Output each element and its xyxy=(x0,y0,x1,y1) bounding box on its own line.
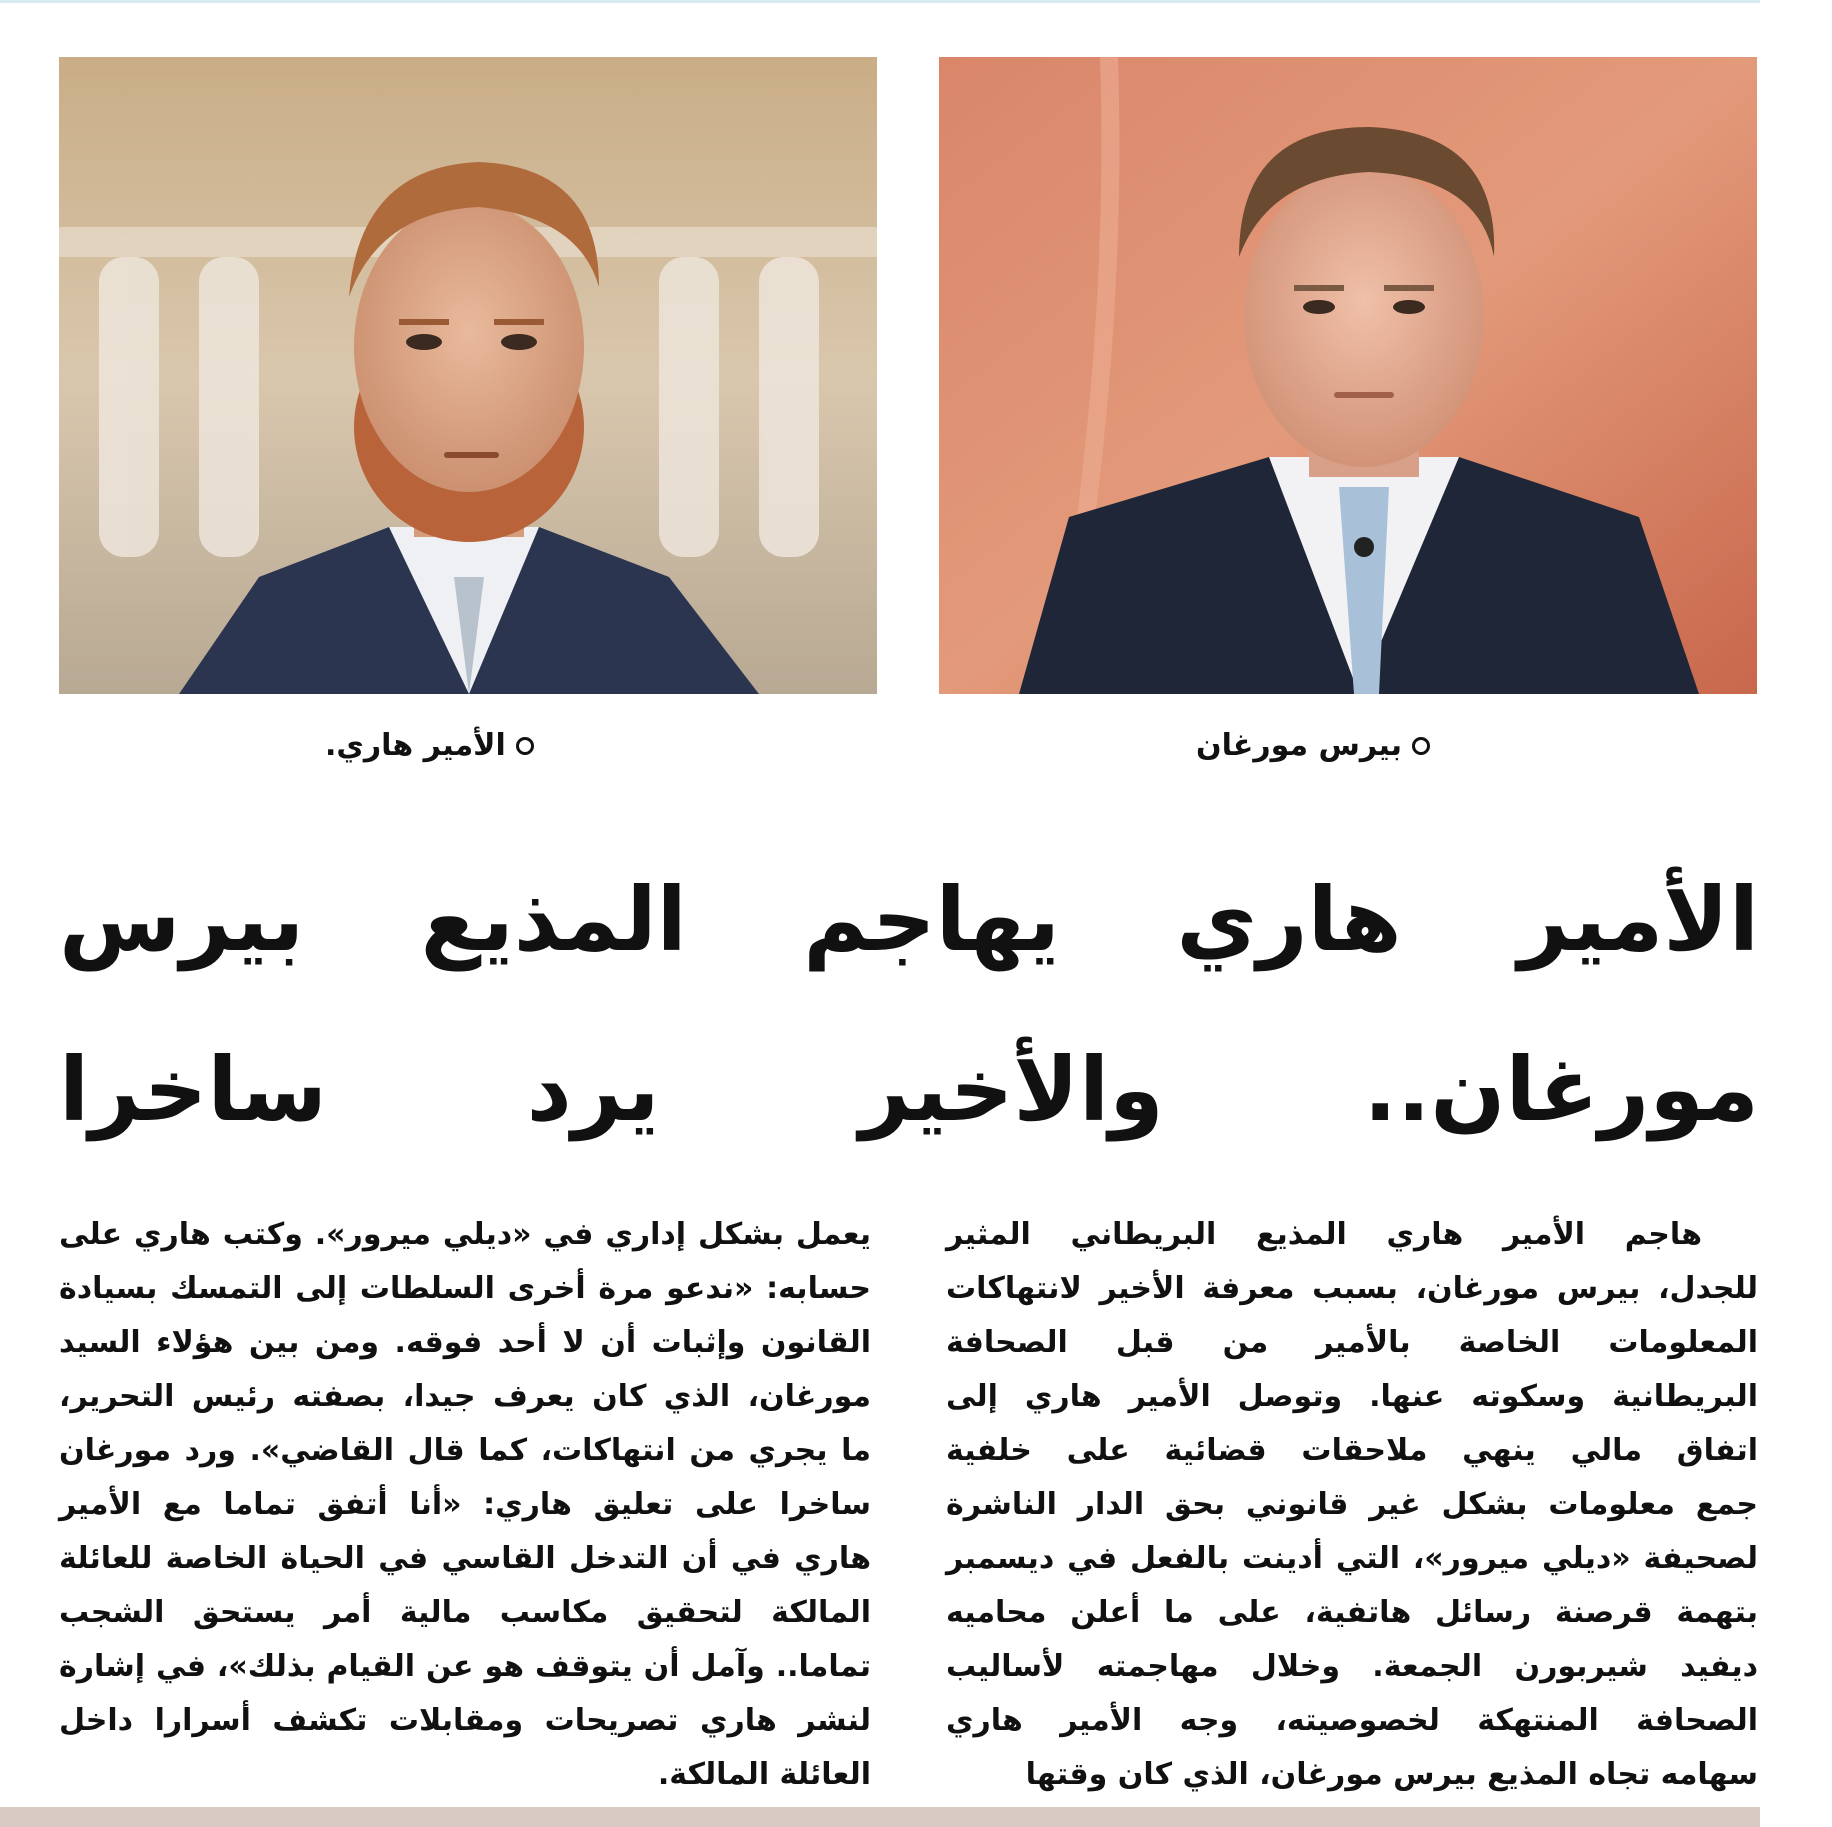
prince-harry-photo xyxy=(59,57,877,694)
article-line: الصحافة المنتهكة لخصوصيته، وجه الأمير هاري xyxy=(946,1703,1758,1738)
article-line: يعمل بشكل إداري في «ديلي ميرور». وكتب هاري على xyxy=(59,1217,871,1252)
article-line: المعلومات الخاصة بالأمير من قبل الصحافة xyxy=(946,1325,1758,1360)
article-line: لصحيفة «ديلي ميرور»، التي أدينت بالفعل في ديسمبر xyxy=(946,1541,1758,1576)
caption-bullet-icon xyxy=(1412,737,1430,755)
article-line: بتهمة قرصنة رسائل هاتفية، على ما أعلن محاميه xyxy=(946,1595,1758,1630)
caption-piers-morgan xyxy=(1196,728,1430,763)
article-line: هاجم الأمير هاري المذيع البريطاني المثير xyxy=(946,1217,1702,1252)
article-line: للجدل، بيرس مورغان، بسبب معرفة الأخير لانتهاكات xyxy=(946,1271,1758,1306)
article-line: اتفاق مالي ينهي ملاحقات قضائية على خلفية xyxy=(946,1433,1758,1468)
article-line: هاري في أن التدخل القاسي في الحياة الخاصة للعائلة xyxy=(59,1541,871,1576)
article-line: القانون وإثبات أن لا أحد فوقه. ومن بين هؤلاء السيد xyxy=(59,1325,871,1360)
article-line: العائلة المالكة. xyxy=(657,1757,871,1792)
piers-morgan-photo xyxy=(939,57,1757,694)
article-line: البريطانية وسكوته عنها. وتوصل الأمير هاري إلى xyxy=(946,1379,1758,1414)
article-line: ساخرا على تعليق هاري: «أنا أتفق تماما مع الأمير xyxy=(59,1487,871,1522)
article-line: حسابه: «ندعو مرة أخرى السلطات إلى التمسك بسيادة xyxy=(59,1271,871,1306)
article-line: جمع معلومات بشكل غير قانوني بحق الدار الناشرة xyxy=(946,1487,1758,1522)
caption-text: بيرس مورغان xyxy=(1196,728,1403,763)
caption-prince-harry xyxy=(325,728,534,763)
headline-line-1: الأمير هاري يهاجم المذيع بيرس xyxy=(59,868,1759,971)
top-divider xyxy=(0,0,1760,3)
caption-text: الأمير هاري. xyxy=(325,728,506,763)
article-line: ما يجري من انتهاكات، كما قال القاضي». ورد مورغان xyxy=(59,1433,871,1468)
article-line: مورغان، الذي كان يعرف جيدا، بصفته رئيس التحرير، xyxy=(59,1379,871,1414)
caption-bullet-icon xyxy=(516,737,534,755)
article-column-left xyxy=(59,1208,871,1802)
portrait-image xyxy=(939,57,1757,694)
bottom-divider xyxy=(0,1807,1760,1827)
article-headline xyxy=(59,835,1759,1175)
article-column-right xyxy=(946,1208,1758,1802)
portrait-image xyxy=(59,57,877,694)
article-line: سهامه تجاه المذيع بيرس مورغان، الذي كان وقتها xyxy=(1025,1757,1758,1792)
article-line: تماما.. وآمل أن يتوقف هو عن القيام بذلك»، في إشارة xyxy=(59,1649,871,1684)
article-line: المالكة لتحقيق مكاسب مالية أمر يستحق الشجب xyxy=(59,1595,871,1630)
headline-line-2: مورغان.. والأخير يرد ساخرا xyxy=(59,1038,1759,1141)
article-line: ديفيد شيربورن الجمعة. وخلال مهاجمته لأساليب xyxy=(946,1649,1758,1684)
article-line: لنشر هاري تصريحات ومقابلات تكشف أسرارا داخل xyxy=(59,1703,871,1738)
